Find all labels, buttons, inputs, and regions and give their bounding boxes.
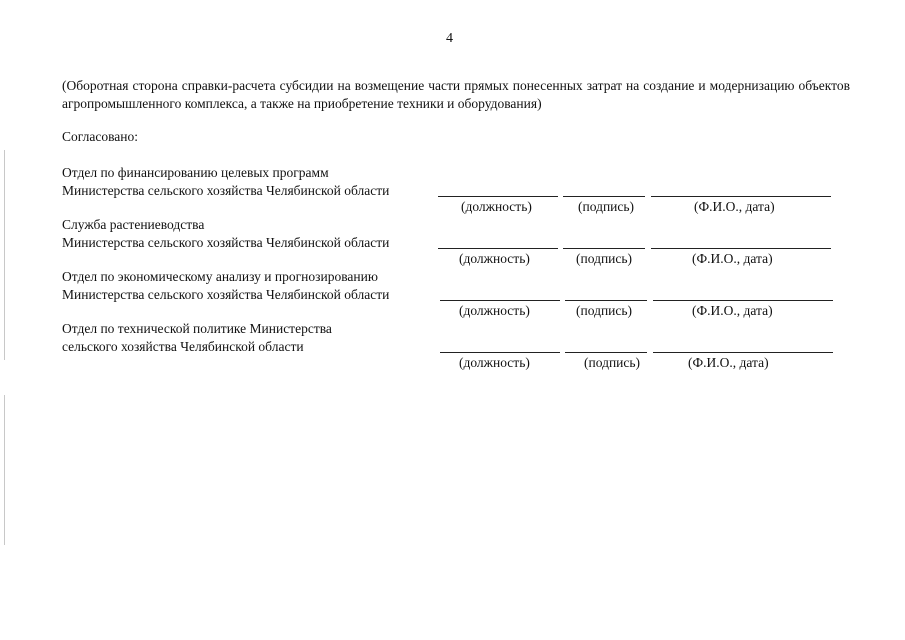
department-name: Отдел по технической политике Министерства <box>62 321 332 336</box>
department-block <box>62 164 389 200</box>
name-date-line <box>651 248 831 249</box>
name-date-caption: (Ф.И.О., дата) <box>692 251 773 266</box>
scan-edge-mark <box>4 395 5 545</box>
signature-line <box>563 248 645 249</box>
department-ministry: Министерства сельского хозяйства Челябинской области <box>62 287 390 302</box>
name-date-caption: (Ф.И.О., дата) <box>694 199 775 214</box>
signature-line <box>563 196 645 197</box>
name-date-line <box>651 196 831 197</box>
name-date-caption: (Ф.И.О., дата) <box>692 303 773 318</box>
name-date-line <box>653 352 833 353</box>
approved-label: Согласовано: <box>62 129 138 144</box>
department-block <box>62 216 389 252</box>
page-number: 4 <box>446 31 453 46</box>
position-line <box>438 248 558 249</box>
department-block <box>62 320 332 356</box>
signature-caption: (подпись) <box>576 303 633 318</box>
position-line <box>440 352 560 353</box>
name-date-line <box>653 300 833 301</box>
department-name: Отдел по экономическому анализу и прогнозированию <box>62 269 378 284</box>
department-ministry: Министерства сельского хозяйства Челябинской области <box>62 183 390 198</box>
position-caption: (должность) <box>459 303 530 318</box>
position-line <box>440 300 560 301</box>
signature-caption: (подпись) <box>576 251 633 266</box>
intro-paragraph: (Оборотная сторона справки-расчета субсидии на возмещение части прямых понесенных затрат на создание и модернизацию объектов агропромышленного комплекса, а также на приобретение техники и оборудования) <box>62 78 850 111</box>
position-line <box>438 196 558 197</box>
signature-line <box>565 352 647 353</box>
department-ministry: сельского хозяйства Челябинской области <box>62 339 304 354</box>
signature-caption: (подпись) <box>578 199 635 214</box>
department-name: Служба растениеводства <box>62 217 205 232</box>
signature-line <box>565 300 647 301</box>
department-ministry: Министерства сельского хозяйства Челябинской области <box>62 235 390 250</box>
position-caption: (должность) <box>461 199 532 214</box>
signature-caption: (подпись) <box>584 355 641 370</box>
scan-edge-mark <box>4 150 5 360</box>
name-date-caption: (Ф.И.О., дата) <box>688 355 769 370</box>
position-caption: (должность) <box>459 355 530 370</box>
department-block <box>62 268 389 304</box>
position-caption: (должность) <box>459 251 530 266</box>
department-name: Отдел по финансированию целевых программ <box>62 165 329 180</box>
